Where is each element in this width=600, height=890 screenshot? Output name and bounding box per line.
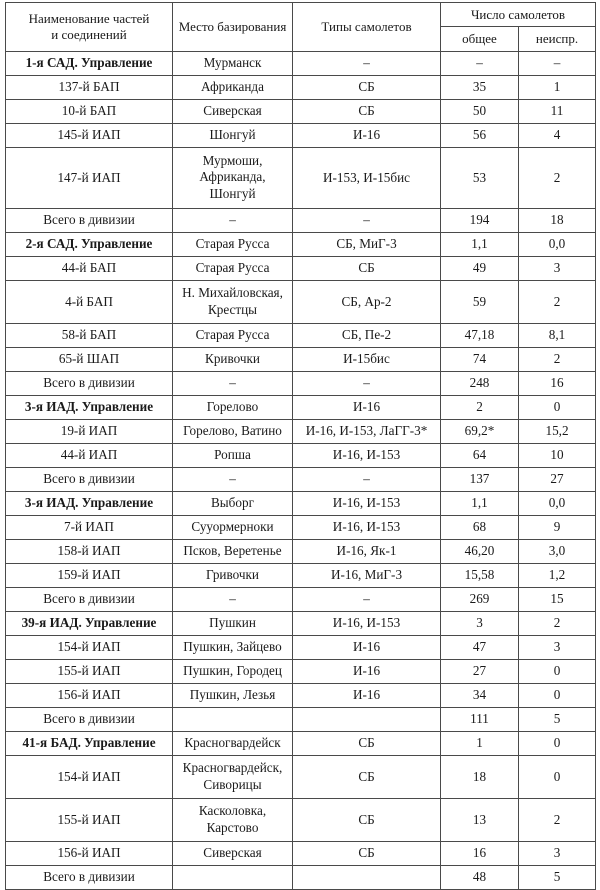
cell-unit: 156-й ИАП [6, 841, 173, 865]
cell-types: И-16 [293, 123, 441, 147]
cell-unserviceable: 5 [519, 865, 596, 889]
cell-base: – [173, 371, 293, 395]
cell-types [293, 707, 441, 731]
cell-types: И-16, МиГ-3 [293, 563, 441, 587]
cell-types: И-16, И-153, ЛаГГ-3* [293, 419, 441, 443]
table-row [6, 635, 596, 659]
cell-unserviceable: 2 [519, 147, 596, 208]
cell-base: Кривочки [173, 347, 293, 371]
cell-types: И-16 [293, 395, 441, 419]
table-body [6, 51, 596, 889]
table-row [6, 587, 596, 611]
cell-unserviceable: 3,0 [519, 539, 596, 563]
cell-unit: 145-й ИАП [6, 123, 173, 147]
cell-unit: 3-я ИАД. Управление [6, 395, 173, 419]
cell-total: 1 [441, 731, 519, 755]
cell-types: СБ [293, 75, 441, 99]
cell-base: Пушкин, Зайцево [173, 635, 293, 659]
cell-unserviceable: – [519, 51, 596, 75]
cell-base: Сиверская [173, 99, 293, 123]
cell-unit: 158-й ИАП [6, 539, 173, 563]
cell-unit: 147-й ИАП [6, 147, 173, 208]
cell-base: Сиверская [173, 841, 293, 865]
cell-unit: 4-й БАП [6, 280, 173, 323]
cell-unit: 58-й БАП [6, 323, 173, 347]
cell-base: Выборг [173, 491, 293, 515]
cell-unit: 1-я САД. Управление [6, 51, 173, 75]
cell-total: 18 [441, 755, 519, 798]
column-header-base: Место базирования [173, 3, 293, 52]
cell-total: 46,20 [441, 539, 519, 563]
table-row [6, 371, 596, 395]
table-row [6, 865, 596, 889]
cell-unit: 41-я БАД. Управление [6, 731, 173, 755]
cell-unserviceable: 16 [519, 371, 596, 395]
cell-base: Шонгуй [173, 123, 293, 147]
cell-unserviceable: 1 [519, 75, 596, 99]
cell-base: Горелово [173, 395, 293, 419]
cell-total: 34 [441, 683, 519, 707]
table-row [6, 491, 596, 515]
cell-types: И-16 [293, 635, 441, 659]
cell-unit: 159-й ИАП [6, 563, 173, 587]
cell-unit: 44-й ИАП [6, 443, 173, 467]
cell-base: Старая Русса [173, 232, 293, 256]
cell-base: Касколовка, Карстово [173, 798, 293, 841]
cell-unit: Всего в дивизии [6, 467, 173, 491]
cell-unit: 156-й ИАП [6, 683, 173, 707]
column-header-unit-line2: и соединений [51, 26, 127, 42]
cell-unserviceable: 0,0 [519, 232, 596, 256]
table-row [6, 147, 596, 208]
cell-unserviceable: 1,2 [519, 563, 596, 587]
cell-total: 47,18 [441, 323, 519, 347]
table-row [6, 798, 596, 841]
cell-unserviceable: 3 [519, 256, 596, 280]
table-row [6, 123, 596, 147]
table-row [6, 539, 596, 563]
cell-unserviceable: 27 [519, 467, 596, 491]
table-row [6, 51, 596, 75]
cell-base: Ропша [173, 443, 293, 467]
cell-base [173, 865, 293, 889]
cell-unit: Всего в дивизии [6, 707, 173, 731]
cell-total: 15,58 [441, 563, 519, 587]
cell-unit: Всего в дивизии [6, 208, 173, 232]
cell-unserviceable: 9 [519, 515, 596, 539]
cell-unserviceable: 2 [519, 280, 596, 323]
table-row [6, 841, 596, 865]
cell-unserviceable: 2 [519, 798, 596, 841]
cell-unit: Всего в дивизии [6, 865, 173, 889]
table-row [6, 515, 596, 539]
cell-types: СБ [293, 755, 441, 798]
header-row-primary [6, 3, 596, 27]
column-header-count-group: Число самолетов [441, 3, 596, 27]
cell-unserviceable: 2 [519, 611, 596, 635]
cell-types: – [293, 51, 441, 75]
cell-base: Сууормерноки [173, 515, 293, 539]
cell-base: Гривочки [173, 563, 293, 587]
cell-unserviceable: 2 [519, 347, 596, 371]
cell-total: 50 [441, 99, 519, 123]
cell-types: СБ [293, 841, 441, 865]
table-row [6, 467, 596, 491]
table-row [6, 347, 596, 371]
cell-total: 68 [441, 515, 519, 539]
cell-base: – [173, 467, 293, 491]
cell-base: – [173, 208, 293, 232]
aircraft-units-table [5, 2, 596, 890]
cell-total: 47 [441, 635, 519, 659]
cell-total: 269 [441, 587, 519, 611]
cell-types: СБ [293, 99, 441, 123]
cell-unserviceable: 0 [519, 395, 596, 419]
cell-unit: Всего в дивизии [6, 587, 173, 611]
cell-base: Африканда [173, 75, 293, 99]
cell-total: 1,1 [441, 232, 519, 256]
cell-total: 49 [441, 256, 519, 280]
cell-unit: 7-й ИАП [6, 515, 173, 539]
cell-unserviceable: 4 [519, 123, 596, 147]
cell-base [173, 707, 293, 731]
table-row [6, 443, 596, 467]
cell-types: И-16 [293, 659, 441, 683]
cell-types: И-16, И-153 [293, 611, 441, 635]
cell-unit: 2-я САД. Управление [6, 232, 173, 256]
cell-base: Красногвардейск [173, 731, 293, 755]
cell-unserviceable: 3 [519, 841, 596, 865]
cell-types: СБ [293, 798, 441, 841]
cell-unit: 154-й ИАП [6, 755, 173, 798]
table-row [6, 280, 596, 323]
cell-unserviceable: 5 [519, 707, 596, 731]
cell-types: И-16, И-153 [293, 515, 441, 539]
cell-unit: 3-я ИАД. Управление [6, 491, 173, 515]
cell-unserviceable: 8,1 [519, 323, 596, 347]
cell-total: 69,2* [441, 419, 519, 443]
table-row [6, 611, 596, 635]
cell-total: 1,1 [441, 491, 519, 515]
cell-base: Мурманск [173, 51, 293, 75]
table-row [6, 99, 596, 123]
cell-total: 111 [441, 707, 519, 731]
cell-unserviceable: 18 [519, 208, 596, 232]
cell-types: И-16 [293, 683, 441, 707]
table-row [6, 755, 596, 798]
cell-total: 137 [441, 467, 519, 491]
cell-total: 13 [441, 798, 519, 841]
cell-total: 16 [441, 841, 519, 865]
cell-total: 48 [441, 865, 519, 889]
cell-unit: 44-й БАП [6, 256, 173, 280]
cell-types: – [293, 467, 441, 491]
cell-unserviceable: 0 [519, 683, 596, 707]
cell-total: 248 [441, 371, 519, 395]
cell-types: СБ, МиГ-3 [293, 232, 441, 256]
cell-unit: 39-я ИАД. Управление [6, 611, 173, 635]
cell-base: Красногвардейск, Сиворицы [173, 755, 293, 798]
table-row [6, 256, 596, 280]
column-header-unit-line1: Наименование частей [28, 10, 150, 26]
table-row [6, 75, 596, 99]
cell-unserviceable: 0 [519, 731, 596, 755]
cell-base: Мурмоши, Африканда, Шонгуй [173, 147, 293, 208]
cell-types: И-15бис [293, 347, 441, 371]
cell-base: Н. Михайловская, Крестцы [173, 280, 293, 323]
cell-total: 3 [441, 611, 519, 635]
column-header-unserviceable: неиспр. [519, 27, 596, 51]
cell-unit: 154-й ИАП [6, 635, 173, 659]
cell-unserviceable: 3 [519, 635, 596, 659]
cell-base: Горелово, Ватино [173, 419, 293, 443]
cell-base: Старая Русса [173, 323, 293, 347]
column-header-unit [6, 3, 173, 52]
cell-types: И-153, И-15бис [293, 147, 441, 208]
cell-total: 194 [441, 208, 519, 232]
table-row [6, 563, 596, 587]
cell-unserviceable: 10 [519, 443, 596, 467]
table-row [6, 208, 596, 232]
cell-unit: Всего в дивизии [6, 371, 173, 395]
table-row [6, 659, 596, 683]
cell-total: 59 [441, 280, 519, 323]
cell-total: 2 [441, 395, 519, 419]
cell-types: СБ [293, 256, 441, 280]
column-header-total: общее [441, 27, 519, 51]
cell-unit: 137-й БАП [6, 75, 173, 99]
table-row [6, 232, 596, 256]
cell-unserviceable: 0 [519, 755, 596, 798]
cell-base: – [173, 587, 293, 611]
cell-types: – [293, 587, 441, 611]
cell-base: Псков, Веретенье [173, 539, 293, 563]
cell-unserviceable: 15,2 [519, 419, 596, 443]
cell-unserviceable: 11 [519, 99, 596, 123]
table-row [6, 395, 596, 419]
cell-unit: 10-й БАП [6, 99, 173, 123]
cell-unit: 19-й ИАП [6, 419, 173, 443]
cell-types: И-16, Як-1 [293, 539, 441, 563]
cell-base: Пушкин [173, 611, 293, 635]
cell-unserviceable: 0,0 [519, 491, 596, 515]
cell-base: Пушкин, Городец [173, 659, 293, 683]
cell-base: Старая Русса [173, 256, 293, 280]
table-row [6, 419, 596, 443]
cell-total: 53 [441, 147, 519, 208]
table-row [6, 707, 596, 731]
cell-unit: 155-й ИАП [6, 798, 173, 841]
cell-unit: 65-й ШАП [6, 347, 173, 371]
cell-types: СБ [293, 731, 441, 755]
cell-types: – [293, 371, 441, 395]
cell-types: И-16, И-153 [293, 443, 441, 467]
cell-unit: 155-й ИАП [6, 659, 173, 683]
cell-total: 35 [441, 75, 519, 99]
cell-base: Пушкин, Лезья [173, 683, 293, 707]
table-row [6, 683, 596, 707]
cell-types: – [293, 208, 441, 232]
cell-total: – [441, 51, 519, 75]
cell-total: 64 [441, 443, 519, 467]
cell-types [293, 865, 441, 889]
cell-unserviceable: 15 [519, 587, 596, 611]
cell-total: 74 [441, 347, 519, 371]
table-row [6, 731, 596, 755]
table-header [6, 3, 596, 52]
cell-total: 27 [441, 659, 519, 683]
column-header-types: Типы самолетов [293, 3, 441, 52]
cell-types: СБ, Ар-2 [293, 280, 441, 323]
cell-types: И-16, И-153 [293, 491, 441, 515]
cell-unserviceable: 0 [519, 659, 596, 683]
cell-total: 56 [441, 123, 519, 147]
cell-types: СБ, Пе-2 [293, 323, 441, 347]
table-row [6, 323, 596, 347]
